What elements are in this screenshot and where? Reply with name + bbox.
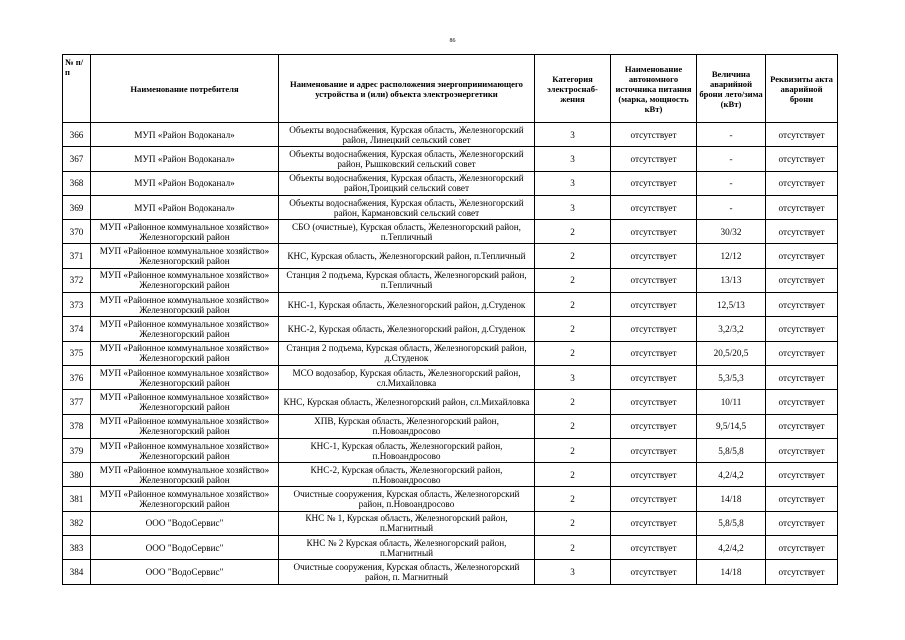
supply-category: 2 bbox=[535, 536, 611, 560]
supply-category: 2 bbox=[535, 438, 611, 462]
object-address: КНС № 2 Курская область, Железногорский район, п.Магнитный bbox=[279, 536, 535, 560]
consumer-name: МУП «Район Водоканал» bbox=[91, 123, 279, 147]
reserve-value: 30/32 bbox=[697, 220, 766, 244]
consumer-name: ООО "ВодоСервис" bbox=[91, 536, 279, 560]
power-source: отсутствует bbox=[611, 171, 697, 195]
power-source: отсутствует bbox=[611, 438, 697, 462]
object-address: КНС, Курская область, Железногорский район, сл.Михайловка bbox=[279, 390, 535, 414]
reserve-value: 12/12 bbox=[697, 244, 766, 268]
reserve-value: - bbox=[697, 123, 766, 147]
consumer-name: МУП «Районное коммунальное хозяйство» Железногорский район bbox=[91, 220, 279, 244]
act-details: отсутствует bbox=[766, 438, 838, 462]
object-address: Очистные сооружения, Курская область, Железногорский район, п. Магнитный bbox=[279, 560, 535, 584]
table-row bbox=[63, 365, 838, 389]
consumer-name: МУП «Район Водоканал» bbox=[91, 147, 279, 171]
reserve-value: 3,2/3,2 bbox=[697, 317, 766, 341]
table-row bbox=[63, 414, 838, 438]
object-address: Объекты водоснабжения, Курская область, Железногорский район, Кармановский сельский совет bbox=[279, 195, 535, 219]
act-details: отсутствует bbox=[766, 147, 838, 171]
supply-category: 3 bbox=[535, 195, 611, 219]
page-number: 86 bbox=[449, 38, 456, 44]
consumer-name: МУП «Районное коммунальное хозяйство» Железногорский район bbox=[91, 341, 279, 365]
supply-category: 2 bbox=[535, 244, 611, 268]
object-address: КНС-1, Курская область, Железногорский район, п.Новоандросово bbox=[279, 438, 535, 462]
act-details: отсутствует bbox=[766, 390, 838, 414]
act-details: отсутствует bbox=[766, 511, 838, 535]
object-address: Очистные сооружения, Курская область, Железногорский район, п.Новоандросово bbox=[279, 487, 535, 511]
row-number: 376 bbox=[63, 365, 91, 389]
act-details: отсутствует bbox=[766, 268, 838, 292]
object-address: КНС-2, Курская область, Железногорский район, п.Новоандросово bbox=[279, 463, 535, 487]
act-details: отсутствует bbox=[766, 536, 838, 560]
consumer-name: МУП «Районное коммунальное хозяйство» Железногорский район bbox=[91, 244, 279, 268]
table-row bbox=[63, 147, 838, 171]
header-act: Реквизиты акта аварийной брони bbox=[766, 55, 838, 123]
power-source: отсутствует bbox=[611, 195, 697, 219]
act-details: отсутствует bbox=[766, 487, 838, 511]
row-number: 370 bbox=[63, 220, 91, 244]
power-source: отсутствует bbox=[611, 244, 697, 268]
act-details: отсутствует bbox=[766, 220, 838, 244]
act-details: отсутствует bbox=[766, 317, 838, 341]
row-number: 366 bbox=[63, 123, 91, 147]
reserve-value: - bbox=[697, 195, 766, 219]
table-row bbox=[63, 195, 838, 219]
act-details: отсутствует bbox=[766, 195, 838, 219]
reserve-value: 14/18 bbox=[697, 560, 766, 584]
consumer-name: МУП «Районное коммунальное хозяйство» Железногорский район bbox=[91, 365, 279, 389]
act-details: отсутствует bbox=[766, 463, 838, 487]
row-number: 381 bbox=[63, 487, 91, 511]
object-address: СБО (очистные), Курская область, Железногорский район, п.Тепличный bbox=[279, 220, 535, 244]
power-source: отсутствует bbox=[611, 390, 697, 414]
table-row bbox=[63, 390, 838, 414]
reserve-value: 9,5/14,5 bbox=[697, 414, 766, 438]
row-number: 377 bbox=[63, 390, 91, 414]
supply-category: 3 bbox=[535, 123, 611, 147]
supply-category: 2 bbox=[535, 341, 611, 365]
header-reserve: Величина аварийной брони лето/зима (кВт) bbox=[697, 55, 766, 123]
object-address: КНС № 1, Курская область, Железногорский район, п.Магнитный bbox=[279, 511, 535, 535]
consumer-name: МУП «Районное коммунальное хозяйство» Железногорский район bbox=[91, 317, 279, 341]
reserve-value: 20,5/20,5 bbox=[697, 341, 766, 365]
power-source: отсутствует bbox=[611, 341, 697, 365]
row-number: 379 bbox=[63, 438, 91, 462]
header-category: Категория электроснаб-жения bbox=[535, 55, 611, 123]
consumer-name: МУП «Районное коммунальное хозяйство» Железногорский район bbox=[91, 268, 279, 292]
act-details: отсутствует bbox=[766, 244, 838, 268]
object-address: Станция 2 подъема, Курская область, Железногорский район, п.Тепличный bbox=[279, 268, 535, 292]
row-number: 374 bbox=[63, 317, 91, 341]
row-number: 384 bbox=[63, 560, 91, 584]
consumer-name: ООО "ВодоСервис" bbox=[91, 511, 279, 535]
consumer-name: МУП «Районное коммунальное хозяйство» Железногорский район bbox=[91, 438, 279, 462]
reserve-value: 5,3/5,3 bbox=[697, 365, 766, 389]
row-number: 373 bbox=[63, 293, 91, 317]
power-source: отсутствует bbox=[611, 317, 697, 341]
supply-category: 2 bbox=[535, 487, 611, 511]
table-row bbox=[63, 171, 838, 195]
object-address: Объекты водоснабжения, Курская область, Железногорский район, Рышковский сельский совет bbox=[279, 147, 535, 171]
power-source: отсутствует bbox=[611, 220, 697, 244]
row-number: 383 bbox=[63, 536, 91, 560]
reserve-value: 10/11 bbox=[697, 390, 766, 414]
power-source: отсутствует bbox=[611, 365, 697, 389]
act-details: отсутствует bbox=[766, 293, 838, 317]
supply-category: 3 bbox=[535, 171, 611, 195]
supply-category: 2 bbox=[535, 268, 611, 292]
power-source: отсутствует bbox=[611, 414, 697, 438]
table-row bbox=[63, 293, 838, 317]
power-source: отсутствует bbox=[611, 560, 697, 584]
consumer-name: МУП «Районное коммунальное хозяйство» Железногорский район bbox=[91, 487, 279, 511]
table-row bbox=[63, 268, 838, 292]
table-row bbox=[63, 220, 838, 244]
supply-category: 2 bbox=[535, 293, 611, 317]
supply-category: 2 bbox=[535, 390, 611, 414]
table-row bbox=[63, 341, 838, 365]
act-details: отсутствует bbox=[766, 560, 838, 584]
object-address: ХПВ, Курская область, Железногорский район, п.Новоандросово bbox=[279, 414, 535, 438]
table-body bbox=[63, 123, 838, 585]
object-address: КНС-2, Курская область, Железногорский район, д.Студенок bbox=[279, 317, 535, 341]
consumer-name: МУП «Районное коммунальное хозяйство» Железногорский район bbox=[91, 463, 279, 487]
row-number: 378 bbox=[63, 414, 91, 438]
power-source: отсутствует bbox=[611, 511, 697, 535]
reserve-value: 12,5/13 bbox=[697, 293, 766, 317]
act-details: отсутствует bbox=[766, 365, 838, 389]
reserve-value: 5,8/5,8 bbox=[697, 511, 766, 535]
supply-category: 2 bbox=[535, 220, 611, 244]
act-details: отсутствует bbox=[766, 171, 838, 195]
consumer-name: МУП «Районное коммунальное хозяйство» Железногорский район bbox=[91, 390, 279, 414]
consumers-table bbox=[62, 54, 838, 585]
table-row bbox=[63, 487, 838, 511]
power-source: отсутствует bbox=[611, 147, 697, 171]
reserve-value: 4,2/4,2 bbox=[697, 536, 766, 560]
reserve-value: 13/13 bbox=[697, 268, 766, 292]
reserve-value: 5,8/5,8 bbox=[697, 438, 766, 462]
consumer-name: МУП «Район Водоканал» bbox=[91, 171, 279, 195]
act-details: отсутствует bbox=[766, 341, 838, 365]
reserve-value: - bbox=[697, 147, 766, 171]
object-address: Объекты водоснабжения, Курская область, Железногорский район, Линецкий сельский совет bbox=[279, 123, 535, 147]
row-number: 368 bbox=[63, 171, 91, 195]
row-number: 372 bbox=[63, 268, 91, 292]
table-row bbox=[63, 536, 838, 560]
power-source: отсутствует bbox=[611, 487, 697, 511]
row-number: 367 bbox=[63, 147, 91, 171]
table-row bbox=[63, 560, 838, 584]
row-number: 380 bbox=[63, 463, 91, 487]
header-number: № п/п bbox=[63, 55, 91, 123]
supply-category: 2 bbox=[535, 463, 611, 487]
table-row bbox=[63, 317, 838, 341]
object-address: МСО водозабор, Курская область, Железногорский район, сл.Михайловка bbox=[279, 365, 535, 389]
consumer-name: МУП «Районное коммунальное хозяйство» Железногорский район bbox=[91, 293, 279, 317]
supply-category: 3 bbox=[535, 560, 611, 584]
header-object: Наименование и адрес расположения энергопринимающего устройства и (или) объекта электроэнергетики bbox=[279, 55, 535, 123]
object-address: КНС, Курская область, Железногорский район, п.Тепличный bbox=[279, 244, 535, 268]
table-row bbox=[63, 244, 838, 268]
row-number: 369 bbox=[63, 195, 91, 219]
consumer-name: МУП «Районное коммунальное хозяйство» Железногорский район bbox=[91, 414, 279, 438]
table-row bbox=[63, 438, 838, 462]
object-address: КНС-1, Курская область, Железногорский район, д.Студенок bbox=[279, 293, 535, 317]
supply-category: 3 bbox=[535, 365, 611, 389]
table-row bbox=[63, 123, 838, 147]
supply-category: 2 bbox=[535, 511, 611, 535]
power-source: отсутствует bbox=[611, 463, 697, 487]
table-header-row bbox=[63, 55, 838, 123]
object-address: Объекты водоснабжения, Курская область, Железногорский район,Троицкий сельский совет bbox=[279, 171, 535, 195]
object-address: Станция 2 подъема, Курская область, Железногорский район, д.Студенок bbox=[279, 341, 535, 365]
supply-category: 2 bbox=[535, 317, 611, 341]
power-source: отсутствует bbox=[611, 536, 697, 560]
row-number: 382 bbox=[63, 511, 91, 535]
act-details: отсутствует bbox=[766, 123, 838, 147]
row-number: 375 bbox=[63, 341, 91, 365]
consumer-name: ООО "ВодоСервис" bbox=[91, 560, 279, 584]
supply-category: 3 bbox=[535, 147, 611, 171]
consumer-name: МУП «Район Водоканал» bbox=[91, 195, 279, 219]
table-row bbox=[63, 511, 838, 535]
reserve-value: 4,2/4,2 bbox=[697, 463, 766, 487]
row-number: 371 bbox=[63, 244, 91, 268]
table-row bbox=[63, 463, 838, 487]
header-power-source: Наименование автономного источника питания (марка, мощность кВт) bbox=[611, 55, 697, 123]
header-consumer: Наименование потребителя bbox=[91, 55, 279, 123]
power-source: отсутствует bbox=[611, 268, 697, 292]
power-source: отсутствует bbox=[611, 123, 697, 147]
supply-category: 2 bbox=[535, 414, 611, 438]
act-details: отсутствует bbox=[766, 414, 838, 438]
reserve-value: - bbox=[697, 171, 766, 195]
reserve-value: 14/18 bbox=[697, 487, 766, 511]
power-source: отсутствует bbox=[611, 293, 697, 317]
